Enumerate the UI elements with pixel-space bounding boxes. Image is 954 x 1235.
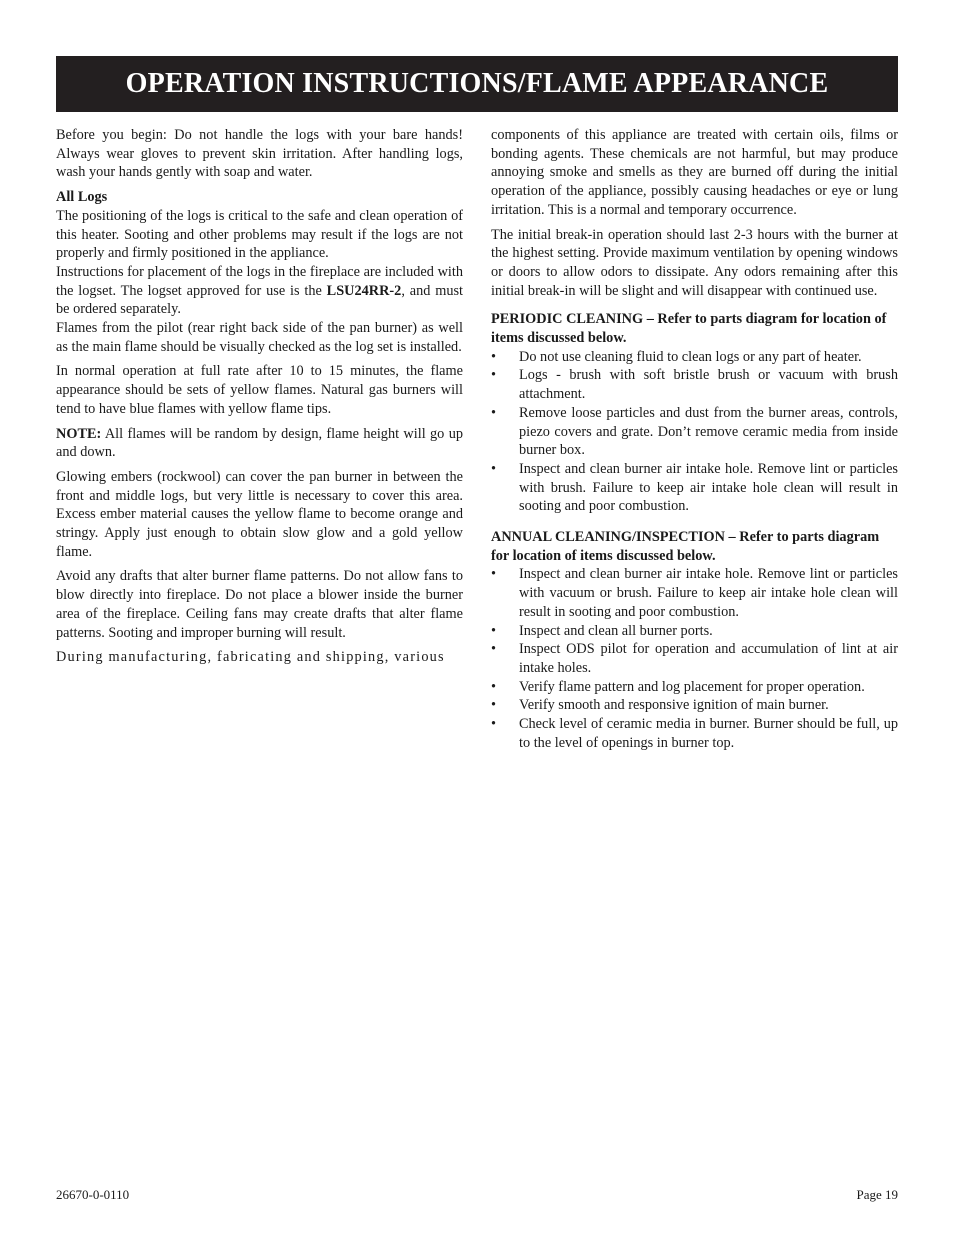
note-label: NOTE: <box>56 425 102 442</box>
bullet-icon: • <box>491 566 497 583</box>
list-item: • Do not use cleaning fluid to clean logs or any part of heater. <box>491 348 862 365</box>
logset-model: LSU24RR-2 <box>326 282 402 299</box>
bullet-icon: • <box>491 348 497 365</box>
bullet-icon: • <box>491 716 497 733</box>
list-item: • Verify smooth and responsive ignition of main burner. <box>491 697 829 714</box>
periodic-cleaning-list <box>491 348 898 516</box>
positioning-paragraph: The positioning of the logs is critical to the safe and clean operation of this heater. Sooting and other problems may result if the logs are not properly and firmly positioned in the appliance. <box>56 207 463 262</box>
bullet-icon: • <box>491 678 497 695</box>
bullet-icon: • <box>491 622 497 639</box>
annual-cleaning-list <box>491 565 898 752</box>
bullet-icon: • <box>491 367 497 384</box>
manufacturing-paragraph-start: During manufacturing, fabricating and shipping, various <box>56 649 445 666</box>
bullet-icon: • <box>491 404 497 421</box>
page-number: Page 19 <box>856 1187 898 1202</box>
placement-text-post: , and must be ordered separately. <box>56 282 463 318</box>
list-item: • Verify flame pattern and log placement for proper operation. <box>491 678 865 695</box>
list-item: • Inspect ODS pilot for operation and accumulation of lint at air intake holes. <box>491 641 898 676</box>
document-number: 26670-0-0110 <box>56 1187 130 1202</box>
bullet-icon: • <box>491 460 497 477</box>
list-item: • Inspect and clean burner air intake hole. Remove lint or particles with vacuum or brush. Failure to keep air intake hole clean will result in sooting and poor combustion. <box>491 566 898 620</box>
manufacturing-paragraph-cont: components of this appliance are treated with certain oils, films or bonding agents. These chemicals are not harmful, but may produce annoying smoke and smells as they are burned off during the initial operation of the appliance, possibly causing headaches or eye or lung irritation. This is a normal and temporary occurrence. <box>491 127 898 218</box>
list-item: • Logs - brush with soft bristle brush or vacuum with brush attachment. <box>491 367 898 403</box>
list-item: • Inspect and clean all burner ports. <box>491 622 713 639</box>
intro-paragraph: Before you begin: Do not handle the logs with your bare hands! Always wear gloves to prevent skin irritation. After handling logs, wash your hands gently with soap and water. <box>56 127 463 181</box>
periodic-cleaning-heading: PERIODIC CLEANING – Refer to parts diagram for location of items discussed below. <box>491 311 887 347</box>
normal-operation-paragraph: In normal operation at full rate after 10 to 15 minutes, the flame appearance should be sets of yellow flames. Natural gas burners will tend to have blue flames with yellow flame tips. <box>56 363 463 417</box>
pilot-paragraph: Flames from the pilot (rear right back side of the pan burner) as well as the main flame should be visually checked as the log set is installed. <box>56 320 463 355</box>
section-banner <box>56 56 898 112</box>
page-title: OPERATION INSTRUCTIONS/FLAME APPEARANCE <box>125 68 829 99</box>
break-in-paragraph: The initial break-in operation should last 2-3 hours with the burner at the highest setting. Provide maximum ventilation by opening windows or doors to allow odors to dissipate. Any odors remaining after this initial break-in will be slight and will disappear with continued use. <box>491 226 898 299</box>
note-paragraph <box>56 425 463 462</box>
annual-cleaning-heading: ANNUAL CLEANING/INSPECTION – Refer to parts diagram for location of items discussed below. <box>491 529 880 564</box>
bullet-icon: • <box>491 641 497 658</box>
right-column <box>491 126 898 753</box>
left-column <box>56 126 463 673</box>
drafts-paragraph: Avoid any drafts that alter burner flame patterns. Do not allow fans to blow directly into fireplace. Do not place a blower inside the burner area of the fireplace. Ceiling fans may create drafts that alter flame patterns. Sooting and improper burning will result. <box>56 568 463 641</box>
list-item: • Check level of ceramic media in burner. Burner should be full, up to the level of openings in burner top. <box>491 716 898 751</box>
embers-paragraph: Glowing embers (rockwool) can cover the pan burner in between the front and middle logs, but very little is necessary to cover this area. Excess ember material causes the yellow flame to become orange and stringy. Apply just enough to obtain slow glow and a gold yellow flame. <box>56 468 463 560</box>
placement-paragraph <box>56 263 463 319</box>
note-text: All flames will be random by design, flame height will go up and down. <box>56 425 463 461</box>
list-item: • Remove loose particles and dust from the burner areas, controls, piezo covers and grate. Don’t remove ceramic media from inside burner box. <box>491 404 898 459</box>
all-logs-heading: All Logs <box>56 189 108 206</box>
list-item: • Inspect and clean burner air intake hole. Remove lint or particles with brush. Failure to keep air intake hole clean will result in sooting and poor combustion. <box>491 460 898 515</box>
bullet-icon: • <box>491 697 497 714</box>
placement-text-pre: Instructions for placement of the logs in the fireplace are included with the logset. The logset approved for use is the <box>56 263 463 299</box>
